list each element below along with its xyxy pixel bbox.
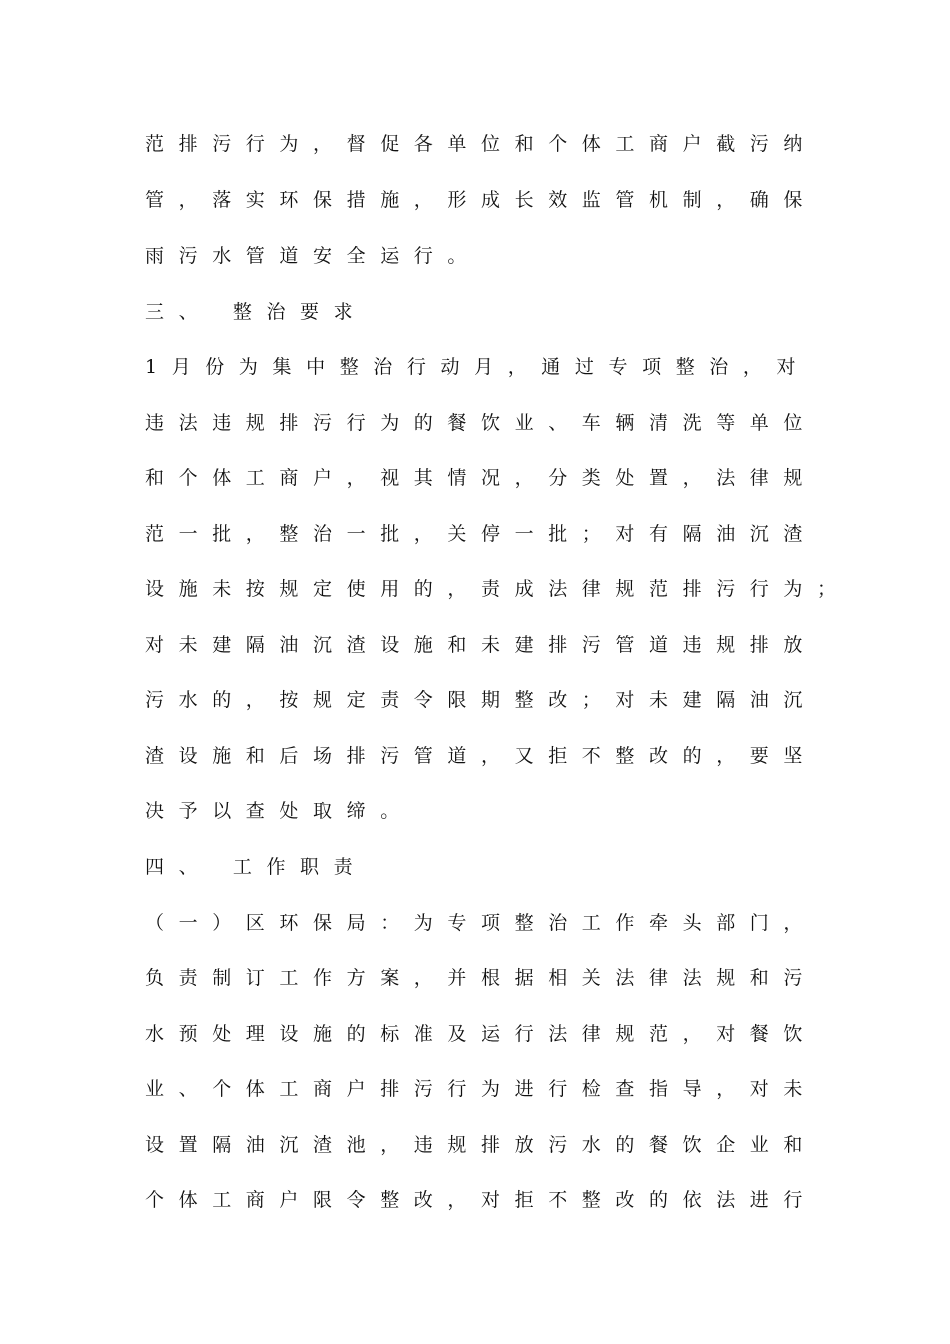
text-line: 渣设施和后场排污管道，又拒不整改的，要坚 — [145, 745, 818, 767]
text-line: 个体工商户限令整改，对拒不整改的依法进行 — [145, 1189, 818, 1211]
text-line: 范排污行为，督促各单位和个体工商户截污纳 — [145, 133, 818, 155]
text-line: 违法违规排污行为的餐饮业、车辆清洗等单位 — [145, 412, 818, 434]
text-line: 污水的，按规定责令限期整改；对未建隔油沉 — [145, 689, 818, 711]
text-line: （一）区环保局：为专项整治工作牵头部门， — [145, 912, 818, 934]
text-line: 对未建隔油沉渣设施和未建排污管道违规排放 — [145, 634, 818, 656]
section-heading: 四、 工作职责 — [145, 856, 368, 878]
text-line: 负责制订工作方案，并根据相关法律法规和污 — [145, 967, 818, 989]
text-line: 设置隔油沉渣池，违规排放污水的餐饮企业和 — [145, 1134, 818, 1156]
text-line: 业、个体工商户排污行为进行检查指导，对未 — [145, 1078, 818, 1100]
text-line: 决予以查处取缔。 — [145, 800, 414, 822]
text-line: 和个体工商户，视其情况，分类处置，法律规 — [145, 467, 818, 489]
text-line: 水预处理设施的标准及运行法律规范，对餐饮 — [145, 1023, 818, 1045]
text-line: 设施未按规定使用的，责成法律规范排污行为； — [145, 578, 851, 600]
text-line: 1月份为集中整治行动月，通过专项整治，对 — [145, 356, 811, 378]
section-heading: 三、 整治要求 — [145, 301, 368, 323]
text-line: 管，落实环保措施，形成长效监管机制，确保 — [145, 189, 818, 211]
text-line: 范一批，整治一批，关停一批；对有隔油沉渣 — [145, 523, 818, 545]
text-line: 雨污水管道安全运行。 — [145, 245, 482, 267]
